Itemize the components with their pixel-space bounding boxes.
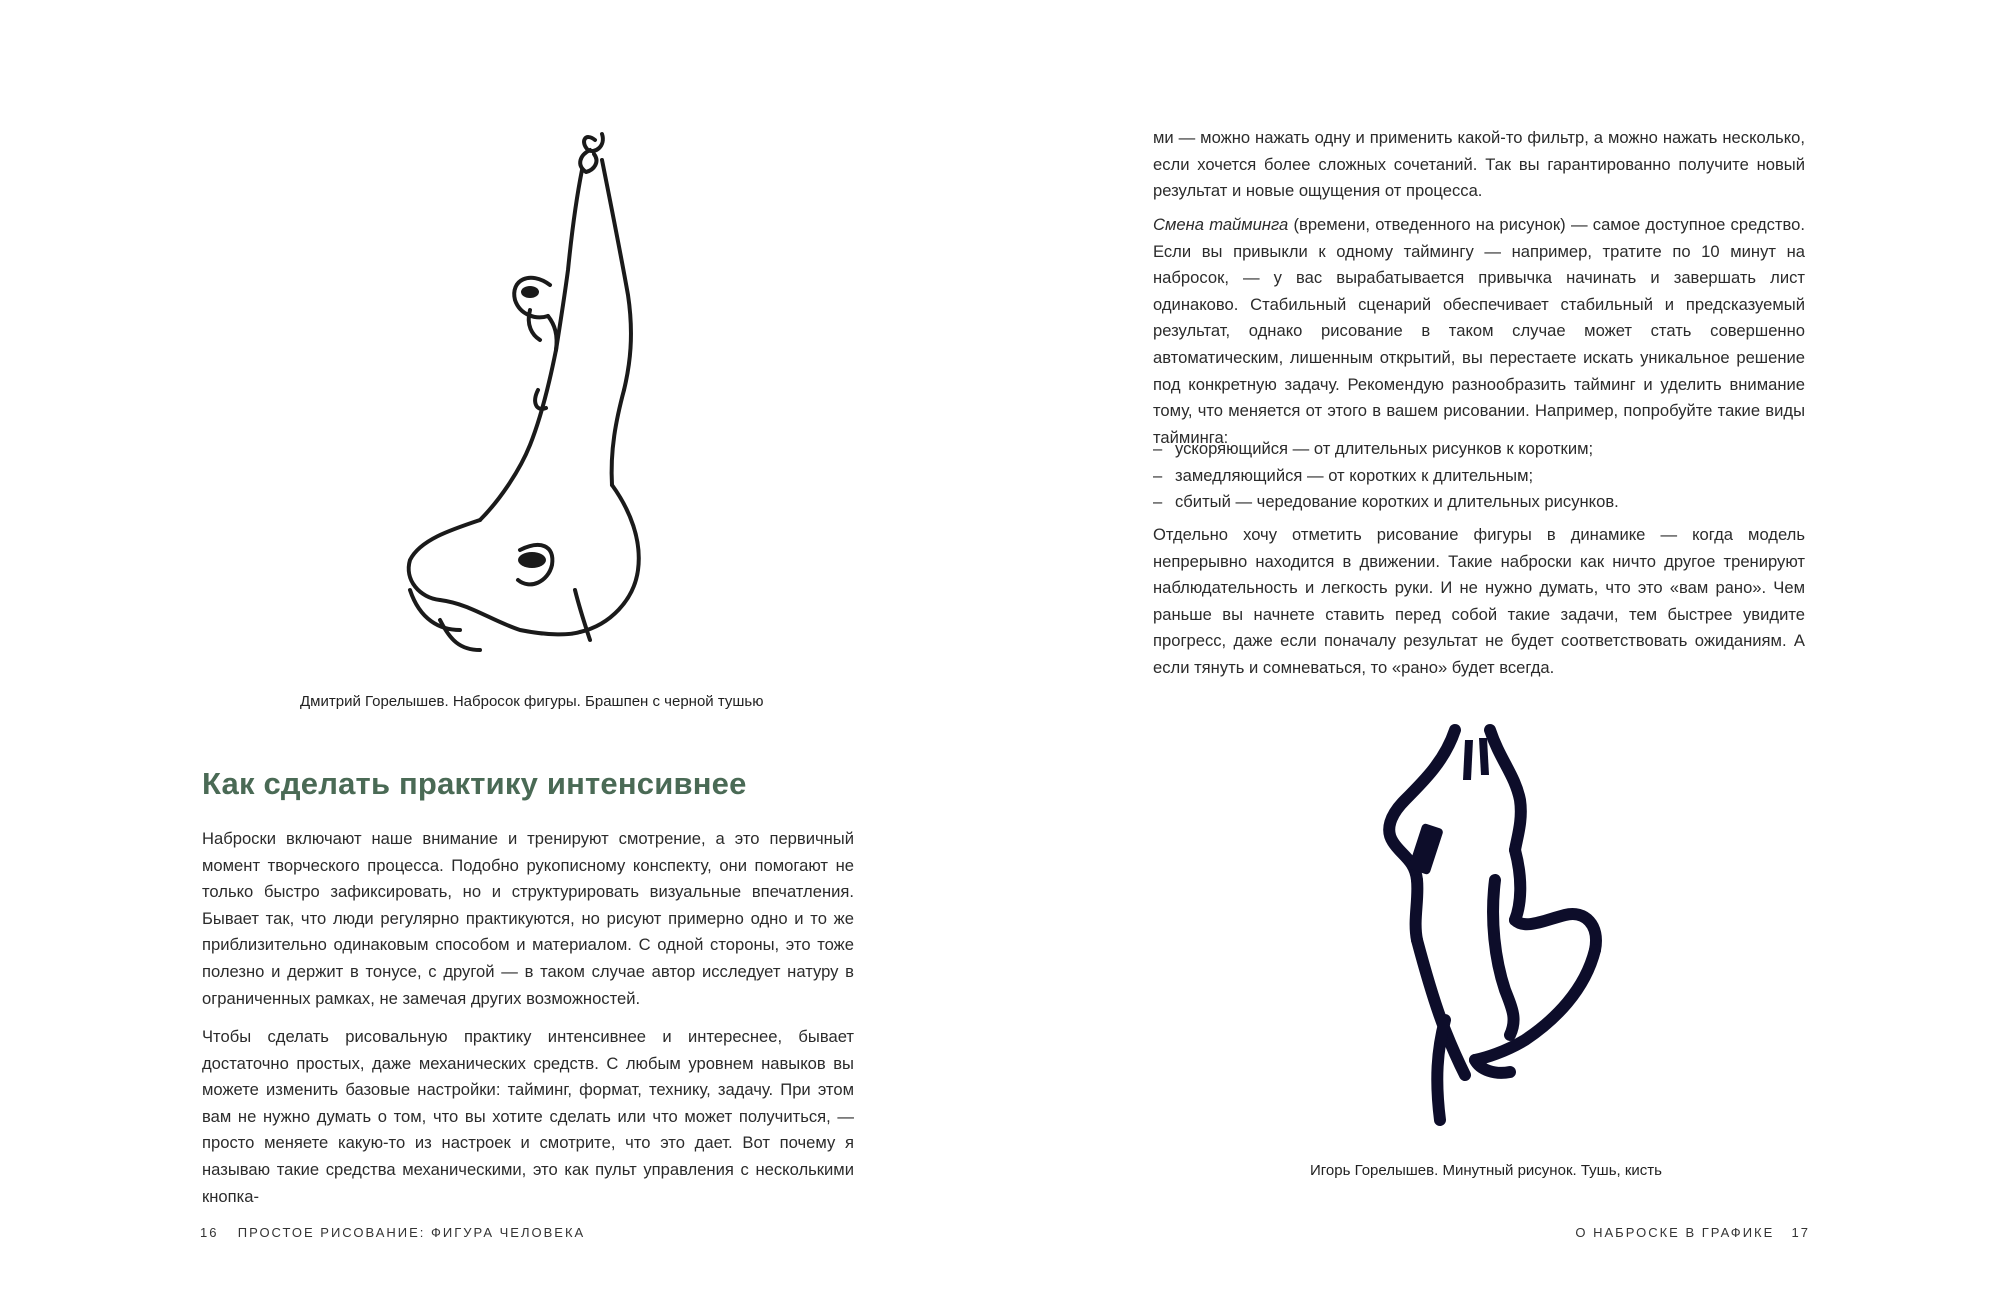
figure-2-caption: Игорь Горелышев. Минутный рисунок. Тушь, кисть <box>1310 1162 1662 1179</box>
running-title-left: ПРОСТОЕ РИСОВАНИЕ: ФИГУРА ЧЕЛОВЕКА <box>237 1225 586 1240</box>
right-page <box>1000 0 2000 1299</box>
dynamics-paragraph: Отдельно хочу отметить рисование фигуры в динамике — когда модель непрерывно находится в движении. Такие наброски как ничто другое тренируют наблюдательность и легкость руки. И не нужно думать, что это «вам рано». Чем раньше вы начнете ставить перед собой такие задачи, тем быстрее увидите прогресс, даже если поначалу результат не будет соответствовать ожиданиям. А если тянуть и сомневаться, то «рано» будет всегда. <box>1153 525 1805 677</box>
body-paragraph-2: Чтобы сделать рисовальную практику интенсивнее и интереснее, бывает достаточно простых, даже механических средств. С любым уровнем навыков вы можете изменить базовые настройки: тайминг, формат, технику, задачу. При этом вам не нужно думать о том, что вы хотите сделать или что может получиться, — просто меняете какую-то из настроек и смотрите, что это дает. Вот почему я называю такие средства механическими, это как пульт управления с несколькими кнопка- <box>202 1027 854 1206</box>
right-footer <box>1575 1225 1810 1240</box>
figure-brush-ink <box>1345 720 1645 1150</box>
timing-paragraph-text: (времени, отведенного на рисунок) — самое доступное средство. Если вы привыкли к одному таймингу — например, тратите по 10 минут на набросок, — у вас вырабатывается привычка начинать и завершать лист одинаково. Стабильный сценарий обеспечивает стабильный и предсказуемый результат, однако рисование в таком случае может стать совершенно автоматическим, лишенным открытий, вы перестаете искать уникальное решение под конкретную задачу. Рекомендую разнообразить тайминг и уделить внимание тому, что меняется от этого в вашем рисовании. Например, попробуйте такие виды тайминга: <box>1153 215 1805 447</box>
section-heading: Как сделать практику интенсивнее <box>202 766 747 801</box>
timing-paragraph <box>1153 212 1805 451</box>
list-item: – сбитый — чередование коротких и длительных рисунков. <box>1153 489 1805 516</box>
timing-italic-lead: Смена тайминга <box>1153 215 1289 234</box>
list-item: – ускоряющийся — от длительных рисунков к коротким; <box>1153 436 1805 463</box>
figure-sketch-seated <box>380 120 680 680</box>
timing-list <box>1153 436 1805 516</box>
continued-paragraph: ми — можно нажать одну и применить какой-то фильтр, а можно нажать несколько, если хочется более сложных сочетаний. Так вы гарантированно получите новый результат и новые ощущения от процесса. <box>1153 128 1805 201</box>
page-number-right: 17 <box>1791 1225 1810 1240</box>
list-item: – замедляющийся — от коротких к длительным; <box>1153 463 1805 490</box>
left-footer <box>200 1225 585 1240</box>
page-number-left: 16 <box>200 1225 219 1240</box>
running-title-right: О НАБРОСКЕ В ГРАФИКЕ <box>1575 1225 1775 1240</box>
figure-1-caption: Дмитрий Горелышев. Набросок фигуры. Брашпен с черной тушью <box>300 693 764 710</box>
body-paragraph-1: Наброски включают наше внимание и тренируют смотрение, а это первичный момент творческого процесса. Подобно рукописному конспекту, они помогают не только быстро зафиксировать, но и структурировать визуальные впечатления. Бывает так, что люди регулярно практикуются, но рисуют примерно одно и то же приблизительно одинаковым способом и материалом. С одной стороны, это тоже полезно и держит в тонусе, с другой — в таком случае автор исследует натуру в ограниченных рамках, не замечая других возможностей. <box>202 829 854 1008</box>
